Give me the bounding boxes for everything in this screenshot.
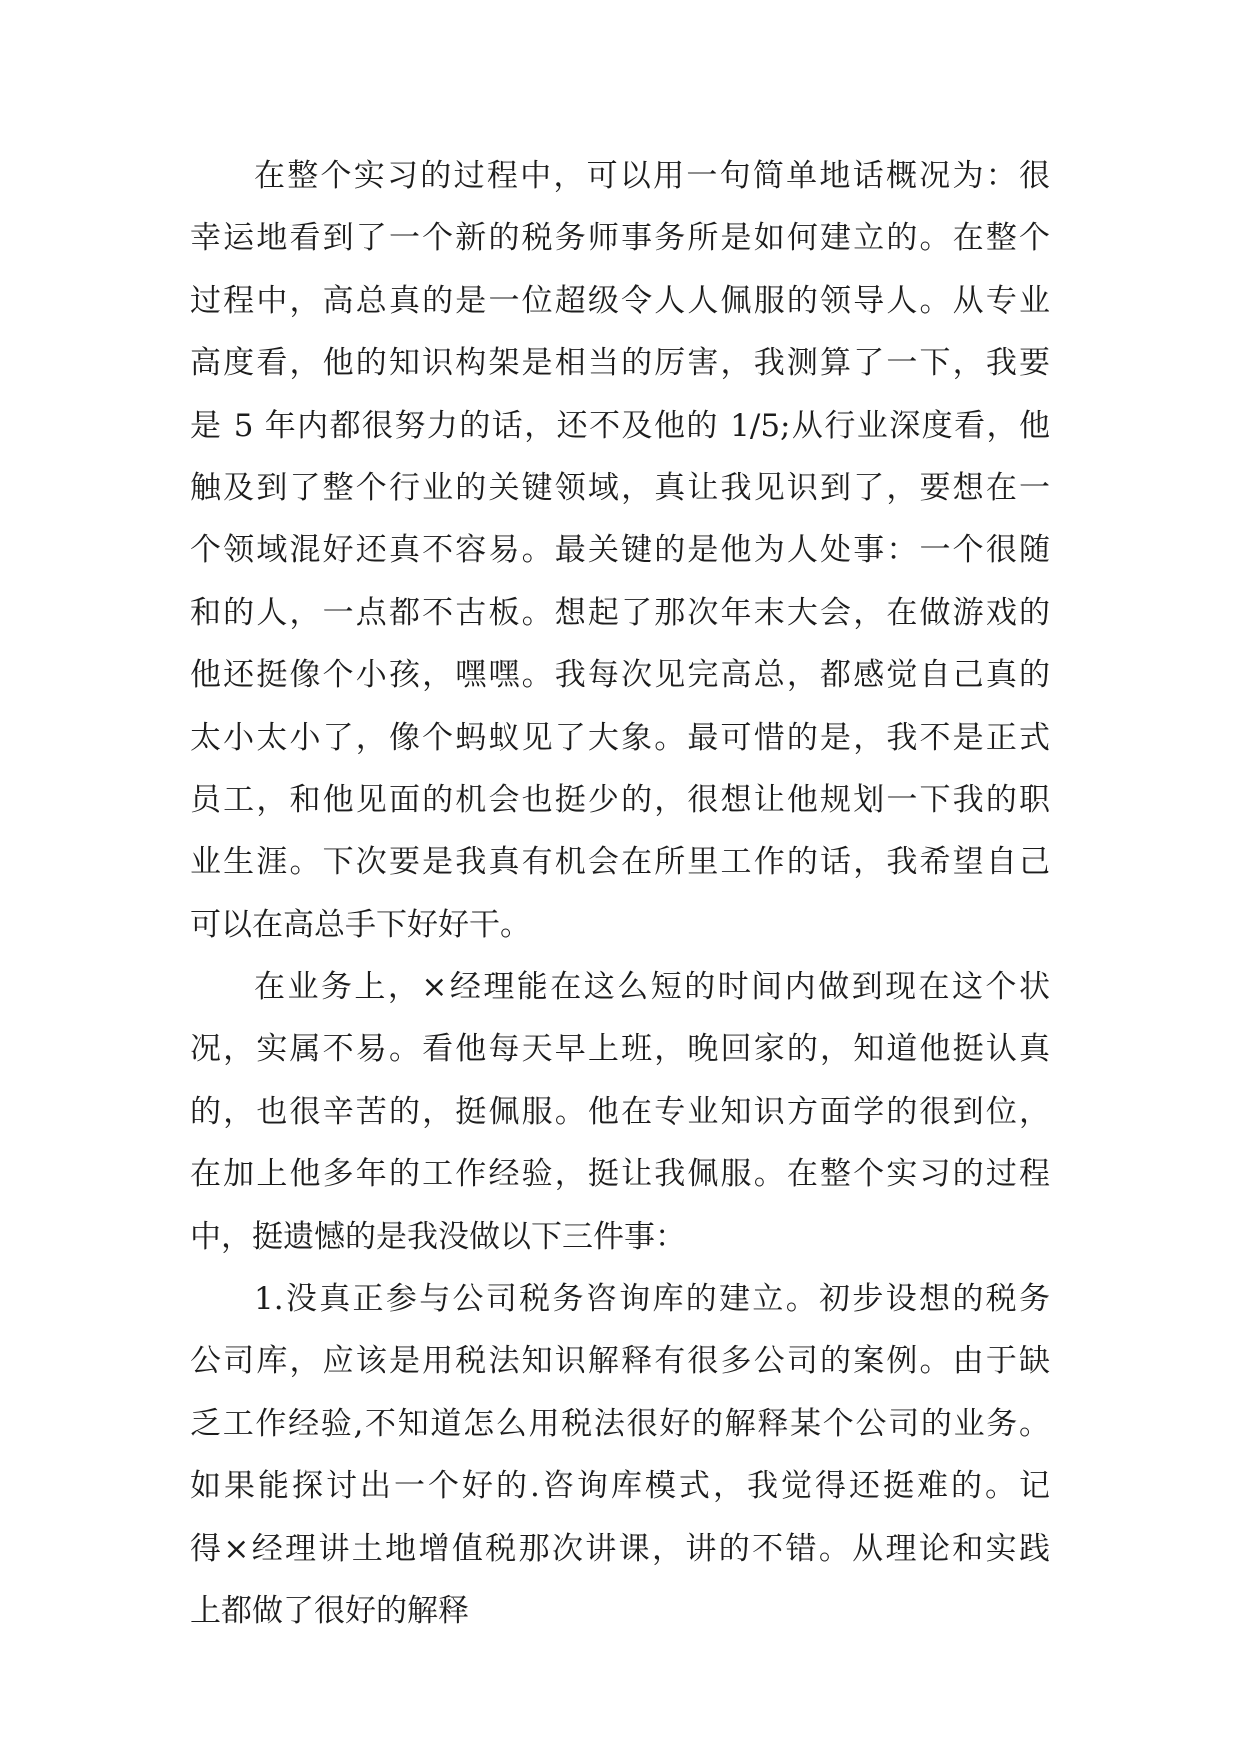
text-line: 公司库，应该是用税法知识解释有很多公司的案例。由于缺 — [190, 1343, 1050, 1380]
text-line: 的，也很辛苦的，挺佩服。他在专业知识方面学的很到位， — [190, 1093, 1050, 1130]
text-line: 和的人，一点都不古板。想起了那次年末大会，在做游戏的 — [190, 594, 1050, 631]
text-line: 幸运地看到了一个新的税务师事务所是如何建立的。在整个 — [190, 220, 1050, 257]
paragraph-2 — [190, 971, 1050, 1283]
text-line: 是 5 年内都很努力的话，还不及他的 1/5;从行业深度看，他 — [190, 407, 1050, 444]
text-line: 在业务上，×经理能在这么短的时间内做到现在这个状 — [254, 969, 1050, 1006]
text-line: 况，实属不易。看他每天早上班，晚回家的，知道他挺认真 — [190, 1031, 1050, 1068]
text-line: 在加上他多年的工作经验，挺让我佩服。在整个实习的过程 — [190, 1156, 1050, 1193]
text-line: 中，挺遗憾的是我没做以下三件事： — [190, 1218, 686, 1255]
text-line: 得×经理讲土地增值税那次讲课，讲的不错。从理论和实践 — [190, 1530, 1050, 1567]
text-line: 员工，和他见面的机会也挺少的，很想让他规划一下我的职 — [190, 781, 1050, 818]
document-body — [190, 160, 1050, 1657]
text-line: 高度看，他的知识构架是相当的厉害，我测算了一下，我要 — [190, 345, 1050, 382]
text-line: 如果能探讨出一个好的.咨询库模式，我觉得还挺难的。记 — [190, 1468, 1050, 1505]
text-line: 他还挺像个小孩，嘿嘿。我每次见完高总，都感觉自己真的 — [190, 657, 1050, 694]
text-line: 个领域混好还真不容易。最关键的是他为人处事：一个很随 — [190, 532, 1050, 569]
text-line: 触及到了整个行业的关键领域，真让我见识到了，要想在一 — [190, 469, 1050, 506]
text-line: 业生涯。下次要是我真有机会在所里工作的话，我希望自己 — [190, 844, 1050, 881]
paragraph-1 — [190, 160, 1050, 971]
text-line: 上都做了很好的解释 — [190, 1592, 469, 1629]
text-line: 可以在高总手下好好干。 — [190, 906, 531, 943]
paragraph-3 — [190, 1283, 1050, 1657]
text-line: 在整个实习的过程中，可以用一句简单地话概况为：很 — [254, 158, 1050, 194]
text-line: 乏工作经验,不知道怎么用税法很好的解释某个公司的业务。 — [190, 1405, 1050, 1442]
text-line: 1.没真正参与公司税务咨询库的建立。初步设想的税务 — [254, 1281, 1050, 1318]
text-line: 过程中，高总真的是一位超级令人人佩服的领导人。从专业 — [190, 282, 1050, 319]
text-line: 太小太小了，像个蚂蚁见了大象。最可惜的是，我不是正式 — [190, 719, 1050, 756]
